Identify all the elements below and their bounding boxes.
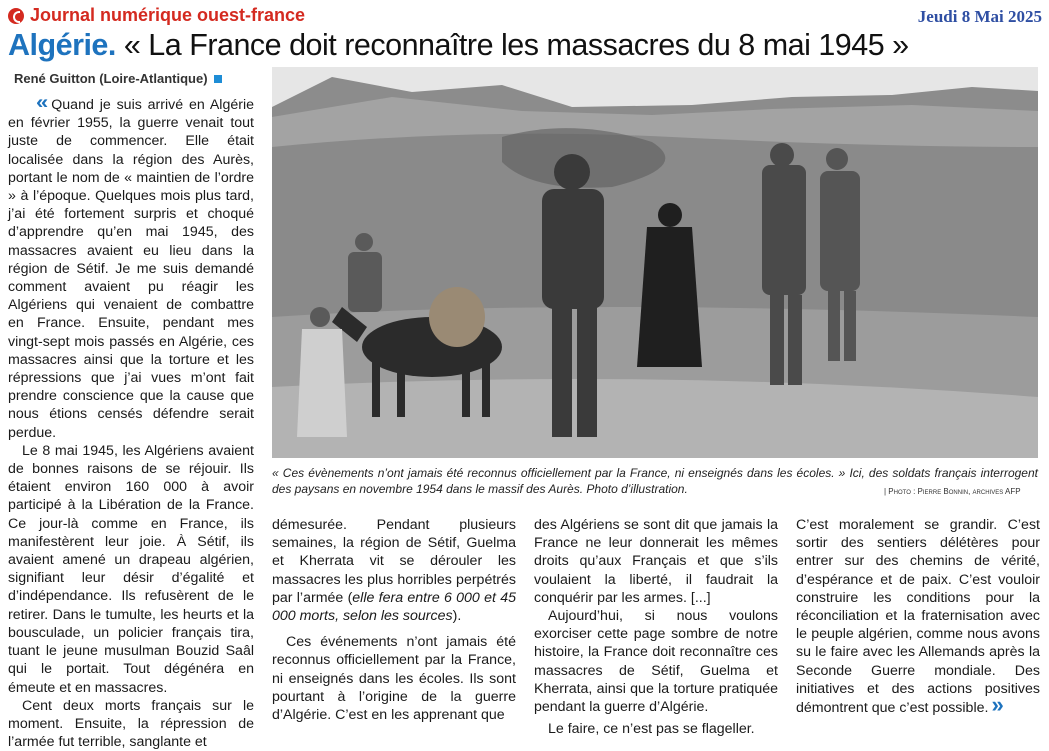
paragraph-2: Le 8 mai 1945, les Algériens avaient de bonnes raisons de se réjouir. Ils étaient environ 160 000 à avoir participé à la Libération de la France. Ce jour-là comme en France, ils manifestèrent leur joie. À Sétif, ils avaient amené un drapeau algérien, signifiant leur désir d’égalité et d’indépendance. Ils refusèrent de le retirer. Dans le tumulte, les heurts et la bousculade, un policier français tira, tuant le jeune musulman Bouzid Saâl qui le portait. Tout dégénéra en émeute et en massacres. [8,442,254,696]
paragraph-6: Le faire, ce n’est pas se flageller. [548,721,755,738]
paragraph-1: « Quand je suis arrivé en Algérie en février 1955, la guerre venait tout juste de commencer. Elle était localisée dans la région des Aurès, portant le nom de « maintien de l’ordre » à l’époque. Quelques mois plus tard, j’ai été fortement surpris et choqué d’apprendre qu’en mai 1945, des massacres avaient eu lieu dans la région de Sétif. Je me suis demandé comment avaient pu réagir les Algériens qui venaient de combattre en France. Ensuite, pendant mes vingt-sept mois passés en Algérie, ces massacres ainsi que la torture et les répressions que j’ai vues m’ont fait prendre conscience que la cause que nous étions censés défendre serait perdue. [8,90,254,441]
paragraph-6-continued: C’est moralement se grandir. C’est sortir des sentiers délétères pour entrer sur des chemins de vérité, d’espérance et de paix. C’est vouloir construire les conditions pour la réconciliation et la fraternisation avec le peuple algérien, comme nous avons su le faire avec les Allemands après la Seconde Guerre mondiale. Des initiatives et des actions positives démontrent que c’est possible. » [796,517,1040,718]
headline-kicker: Algérie. [8,28,116,62]
article-column-2 [272,516,516,724]
paragraph-3: Cent deux morts français sur le moment. Ensuite, la répression de l’armée fut terrible, sanglante et [8,697,254,751]
paragraph-3-continued: démesurée. Pendant plusieurs semaines, la région de Sétif, Guelma et Kherrata vit se dérouler les massacres les plus horribles perpétrés par l’armée (elle fera entre 6 000 et 45 000 morts, selon les sources). [272,517,516,625]
author-byline [14,71,222,86]
close-quote-icon: » [991,692,1004,718]
author-name: René Guitton (Loire-Atlantique) [14,71,208,86]
headline-title: « La France doit reconnaître les massacres du 8 mai 1945 » [123,28,909,62]
paragraph-4: Ces événements n’ont jamais été reconnus officiellement par la France, ni enseignés dans les écoles. Ils sont pourtant à l’origine de la guerre d’Algérie. C’est en les apprenant que [272,634,516,724]
article-photo [272,67,1038,458]
open-quote-icon: « [36,90,49,113]
ouest-france-logo-icon [8,8,24,24]
photo-caption: « Ces évènements n’ont jamais été reconnus officiellement par la France, ni enseignés dans les écoles. » Ici, des soldats français interrogent des paysans en novembre 1954 dans le massif des Aurès. Photo d’illustration. [272,466,1038,496]
photo-illustration [272,67,1038,458]
article-column-1 [8,90,254,751]
issue-date: Jeudi 8 Mai 2025 [917,7,1042,26]
paragraph-4-continued: des Algériens se sont dit que jamais la France ne leur donnerait les mêmes droits qu’aux Français et que s’ils voulaient la liberté, il faudrait la conquérir par les armes. [...] [534,517,778,606]
byline-square-icon [214,75,222,83]
headline [8,28,1044,63]
journal-name: Journal numérique ouest-france [30,5,306,25]
paragraph-5: Aujourd’hui, si nous voulons exorciser cette page sombre de notre histoire, la France doit reconnaître ces massacres de Sétif, Guelma et Kherrata, ainsi que la torture pratiquée pendant la guerre d’Algérie. [534,608,778,716]
photo-credit: | Photo : Pierre Bonnin, archives AFP [884,487,1021,496]
article-column-3 [534,516,778,738]
article-column-4 [796,516,1040,717]
masthead [8,4,1042,28]
